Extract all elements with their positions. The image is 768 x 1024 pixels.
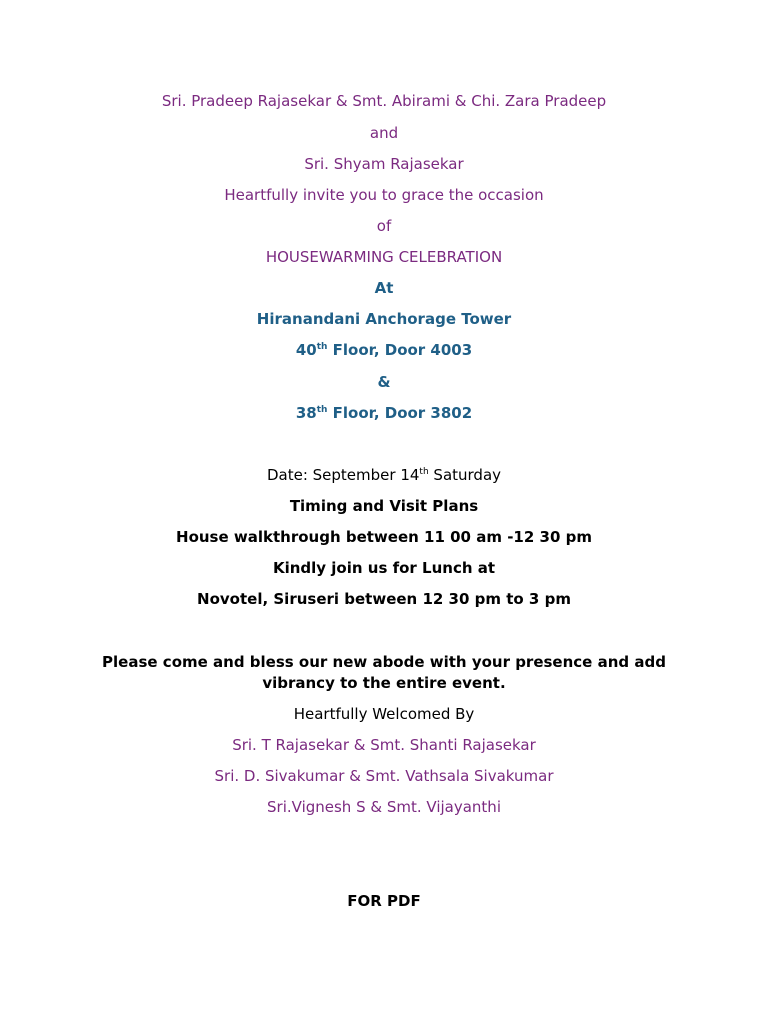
welcome-name-1: Sri. T Rajasekar & Smt. Shanti Rajasekar	[232, 736, 536, 754]
floor-2	[0, 403, 768, 423]
hosts-line-2: Sri. Shyam Rajasekar	[304, 155, 464, 173]
and-text: and	[369, 124, 399, 142]
floor-1-door: Floor, Door 4003	[327, 341, 473, 359]
welcome-name-2: Sri. D. Sivakumar & Smt. Vathsala Sivakumar	[214, 767, 554, 785]
date-suffix-sup: th	[419, 467, 429, 477]
floor-1-number: 40	[295, 341, 317, 359]
occasion-title: HOUSEWARMING CELEBRATION	[265, 248, 503, 266]
date-weekday: Saturday	[428, 466, 502, 484]
ampersand-text: &	[377, 373, 391, 391]
floor-1	[0, 340, 768, 360]
lunch-invite-text: Kindly join us for Lunch at	[272, 559, 496, 577]
floor-1-suffix: th	[316, 342, 328, 352]
date-prefix: Date: September 14	[266, 466, 420, 484]
floor-2-suffix: th	[316, 405, 328, 415]
of-text: of	[376, 217, 392, 235]
event-date	[0, 465, 768, 485]
timing-heading: Timing and Visit Plans	[289, 497, 479, 515]
footer-text: FOR PDF	[347, 892, 421, 910]
welcome-heading: Heartfully Welcomed By	[293, 705, 475, 723]
building-name: Hiranandani Anchorage Tower	[256, 310, 512, 328]
lunch-venue-text: Novotel, Siruseri between 12 30 pm to 3 pm	[197, 590, 571, 608]
floor-2-door: Floor, Door 3802	[327, 404, 473, 422]
floor-2-number: 38	[295, 404, 317, 422]
welcome-name-3: Sri.Vignesh S & Smt. Vijayanthi	[267, 798, 501, 816]
walkthrough-text: House walkthrough between 11 00 am -12 30 pm	[176, 528, 592, 546]
invite-text: Heartfully invite you to grace the occasion	[224, 186, 544, 204]
blessing-paragraph: Please come and bless our new abode with your presence and add vibrancy to the entire event.	[102, 653, 666, 692]
at-text: At	[374, 279, 394, 297]
hosts-line-1: Sri. Pradeep Rajasekar & Smt. Abirami & Chi. Zara Pradeep	[161, 92, 607, 110]
